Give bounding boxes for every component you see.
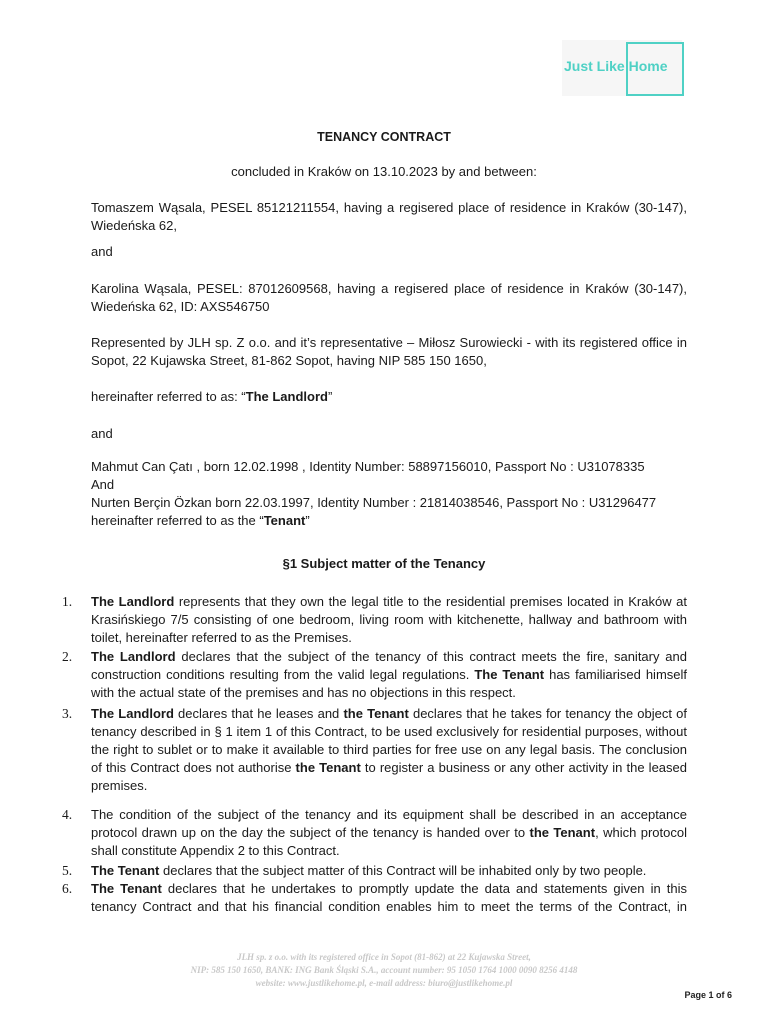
bold-term: the Tenant [529, 825, 596, 840]
landlord-ref-prefix: hereinafter referred to as: “ [91, 389, 246, 404]
list-item-number: 5. [62, 863, 73, 878]
and-separator-1: and [91, 244, 113, 259]
party-2-line-2: Wiedeńska 62, ID: AXS546750 [91, 299, 270, 314]
item-text: has familiarised himself [544, 667, 687, 682]
list-item [62, 862, 687, 880]
bold-term: The Landlord [91, 594, 175, 609]
tenant-1: Mahmut Can Çatı , born 12.02.1998 , Identity Number: 58897156010, Passport No : U31078335 [91, 459, 645, 474]
item-text: the right to sublet or to make it available to third parties for free use on any legal basis. The conclusion [91, 742, 687, 757]
bold-term: The Landlord [91, 706, 174, 721]
item-text: declares that he takes for tenancy the object of [408, 706, 687, 721]
list-item-number: 1. [62, 594, 73, 609]
bold-term: the Tenant [295, 760, 361, 775]
item-text: construction conditions resulting from the valid legal regulations. [91, 667, 475, 682]
item-text: declares that he leases and [173, 706, 344, 721]
item-text: , which protocol [595, 825, 687, 840]
list-item-number: 3. [62, 706, 73, 721]
list-item-number: 2. [62, 649, 73, 664]
section-1-title: §1 Subject matter of the Tenancy [282, 556, 486, 571]
item-text: shall constitute Appendix 2 to this Contract. [91, 843, 340, 858]
list-item-number: 6. [62, 881, 73, 896]
party-1-line-2: Wiedeńska 62, [91, 218, 177, 233]
logo: Just Like Home [564, 58, 668, 74]
list-item-number: 4. [62, 807, 73, 822]
party-2-line-1: Karolina Wąsala, PESEL: 87012609568, having a regisered place of residence in Kraków (30-147), [91, 281, 687, 296]
bold-term: the Tenant [343, 706, 409, 721]
item-text: declares that the subject of the tenancy of this contract meets the fire, sanitary and [175, 649, 687, 664]
representation-line-1: Represented by JLH sp. Z o.o. and it’s representative – Miłosz Surowiecki - with its registered office in [91, 335, 687, 350]
list-item [62, 705, 687, 795]
item-text: of this Contract does not authorise [91, 760, 296, 775]
party-1-line-1: Tomaszem Wąsala, PESEL 85121211554, having a regisered place of residence in Kraków (30-147), [91, 200, 687, 215]
footer-line-3: website: www.justlikehome.pl, e-mail address: biuro@justlikehome.pl [255, 978, 513, 988]
party-1 [91, 199, 687, 235]
bold-term: The Tenant [474, 667, 545, 682]
landlord-ref-name: The Landlord [245, 389, 328, 404]
item-text: declares that the subject matter of this Contract will be inhabited only by two people. [159, 863, 647, 878]
tenant-ref-suffix: ” [305, 513, 310, 528]
list-item [62, 806, 687, 860]
representation-line-2: Sopot, 22 Kujawska Street, 81-862 Sopot, having NIP 585 150 1650, [91, 353, 487, 368]
tenant-2: Nurten Berçin Özkan born 22.03.1997, Identity Number : 21814038546, Passport No : U31296477 [91, 495, 657, 510]
bold-term: The Landlord [91, 649, 176, 664]
item-text: tenancy described in § 1 item 1 of this Contract, to be used exclusively for residential purposes, without [91, 724, 687, 739]
tenants-and: And [91, 477, 115, 492]
item-text: with the actual state of the premises and has no objections in this respect. [91, 685, 516, 700]
tenants-block [91, 458, 687, 530]
concluded-line: concluded in Kraków on 13.10.2023 by and between: [231, 164, 537, 179]
tenant-ref-name: Tenant [263, 513, 306, 528]
list-item [62, 593, 687, 647]
page-number: Page 1 of 6 [684, 990, 732, 1000]
item-text: toilet, hereinafter referred to as the Premises. [91, 630, 352, 645]
item-text: declares that he undertakes to promptly update the data and statements given in this [161, 881, 687, 896]
item-text: tenancy Contract and that his financial condition enables him to meet the terms of the Contract, in [91, 899, 687, 914]
item-text: premises. [91, 778, 148, 793]
list-item [62, 648, 687, 702]
landlord-reference [91, 388, 687, 406]
item-text: represents that they own the legal title to the residential premises located in Kraków at [174, 594, 687, 609]
tenant-ref-prefix: hereinafter referred to as the “ [91, 513, 264, 528]
item-text: Krasińskiego 7/5 consisting of one bedroom, living room with kitchenette, hallway and bathroom with [91, 612, 687, 627]
party-2 [91, 280, 687, 316]
item-text: protocol drawn up on the day the subject of the tenancy is handed over to [91, 825, 530, 840]
item-text: to register a business or any other activity in the leased [360, 760, 687, 775]
bold-term: The Tenant [91, 863, 160, 878]
tenant-reference [91, 512, 687, 530]
footer [0, 951, 768, 990]
and-separator-2: and [91, 426, 113, 441]
bold-term: The Tenant [91, 881, 162, 896]
list-item [62, 880, 687, 916]
landlord-ref-suffix: ” [327, 389, 333, 404]
footer-line-1: JLH sp. z o.o. with its registered office in Sopot (81-862) at 22 Kujawska Street, [237, 952, 531, 962]
footer-line-2: NIP: 585 150 1650, BANK: ING Bank Śląski S.A., account number: 95 1050 1764 1000 0090 8256 4148 [190, 965, 578, 975]
document-title: TENANCY CONTRACT [317, 130, 451, 144]
representation [91, 334, 687, 370]
item-text: The condition of the subject of the tenancy and its equipment shall be described in an acceptance [91, 807, 687, 822]
